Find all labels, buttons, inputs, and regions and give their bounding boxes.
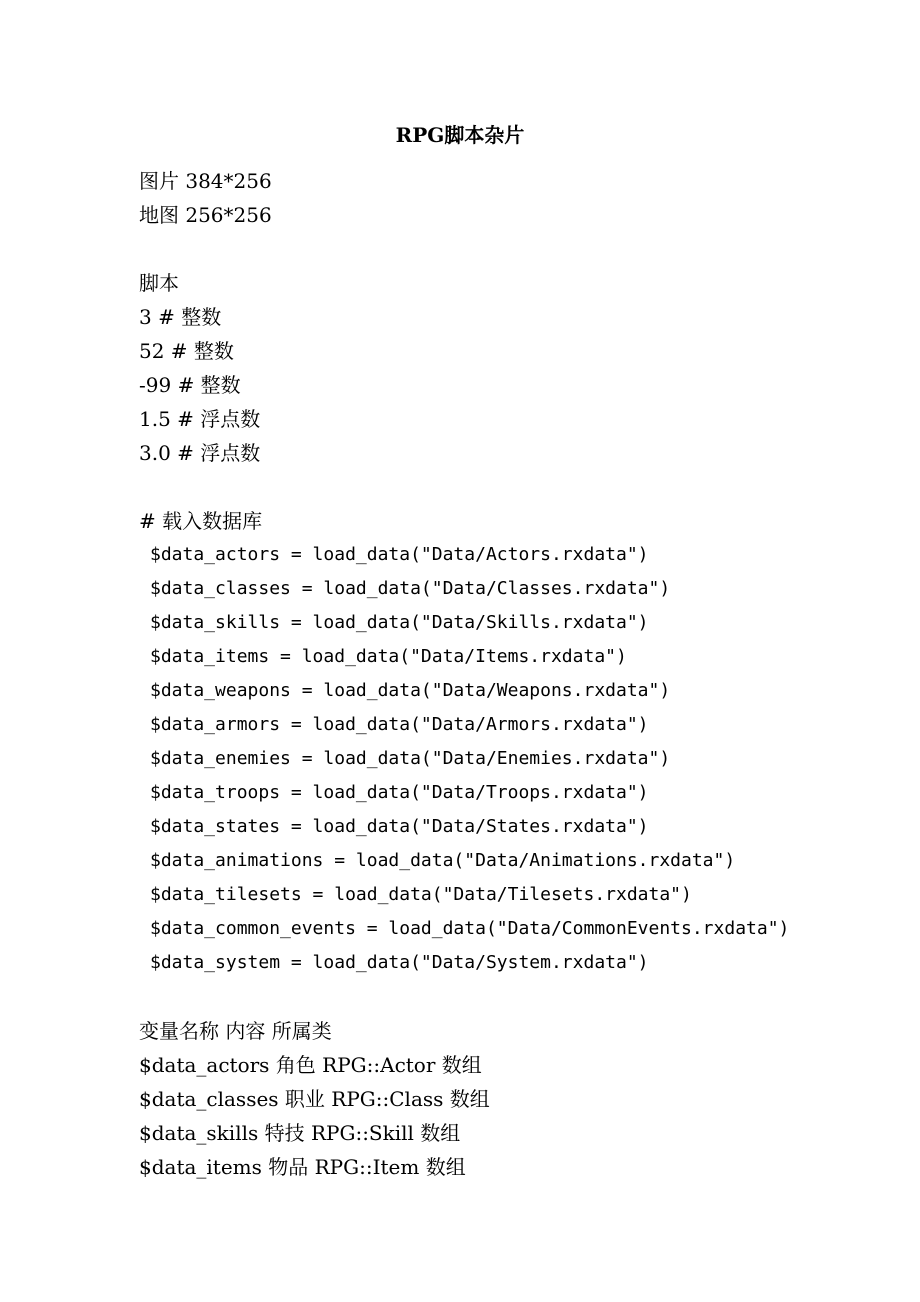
spacer (139, 232, 909, 266)
code-line: $data_animations = load_data("Data/Animations.rxdata") (150, 850, 736, 871)
variable-table-header: 变量名称 内容 所属类 (139, 1019, 332, 1043)
map-size-line: 地图 256*256 (139, 203, 272, 227)
number-example-line: 3 # 整数 (139, 305, 222, 329)
number-example-line: 3.0 # 浮点数 (139, 441, 261, 465)
document-body (139, 164, 909, 1184)
code-line: $data_common_events = load_data("Data/CommonEvents.rxdata") (150, 918, 790, 939)
code-line: $data_weapons = load_data("Data/Weapons.rxdata") (150, 680, 671, 701)
document-title: RPG脚本杂片 (395, 123, 525, 147)
number-example-line: 52 # 整数 (139, 339, 234, 363)
code-line: $data_system = load_data("Data/System.rxdata") (150, 952, 649, 973)
code-line: $data_states = load_data("Data/States.rxdata") (150, 816, 649, 837)
spacer (139, 980, 909, 1014)
code-line: $data_items = load_data("Data/Items.rxdata") (150, 646, 627, 667)
code-line: $data_enemies = load_data("Data/Enemies.rxdata") (150, 748, 671, 769)
code-line: $data_skills = load_data("Data/Skills.rxdata") (150, 612, 649, 633)
variable-table-row: $data_classes 职业 RPG::Class 数组 (139, 1087, 490, 1111)
number-example-line: 1.5 # 浮点数 (139, 407, 261, 431)
code-line: $data_classes = load_data("Data/Classes.rxdata") (150, 578, 671, 599)
variable-table-row: $data_skills 特技 RPG::Skill 数组 (139, 1121, 461, 1145)
variable-table-row: $data_items 物品 RPG::Item 数组 (139, 1155, 466, 1179)
load-database-comment: # 载入数据库 (139, 509, 263, 533)
script-heading: 脚本 (139, 271, 179, 295)
code-line: $data_actors = load_data("Data/Actors.rxdata") (150, 544, 649, 565)
spacer (139, 470, 909, 504)
variable-table-row: $data_actors 角色 RPG::Actor 数组 (139, 1053, 482, 1077)
code-line: $data_armors = load_data("Data/Armors.rxdata") (150, 714, 649, 735)
code-line: $data_tilesets = load_data("Data/Tilesets.rxdata") (150, 884, 692, 905)
code-line: $data_troops = load_data("Data/Troops.rxdata") (150, 782, 649, 803)
image-size-line: 图片 384*256 (139, 169, 272, 193)
number-example-line: -99 # 整数 (139, 373, 241, 397)
